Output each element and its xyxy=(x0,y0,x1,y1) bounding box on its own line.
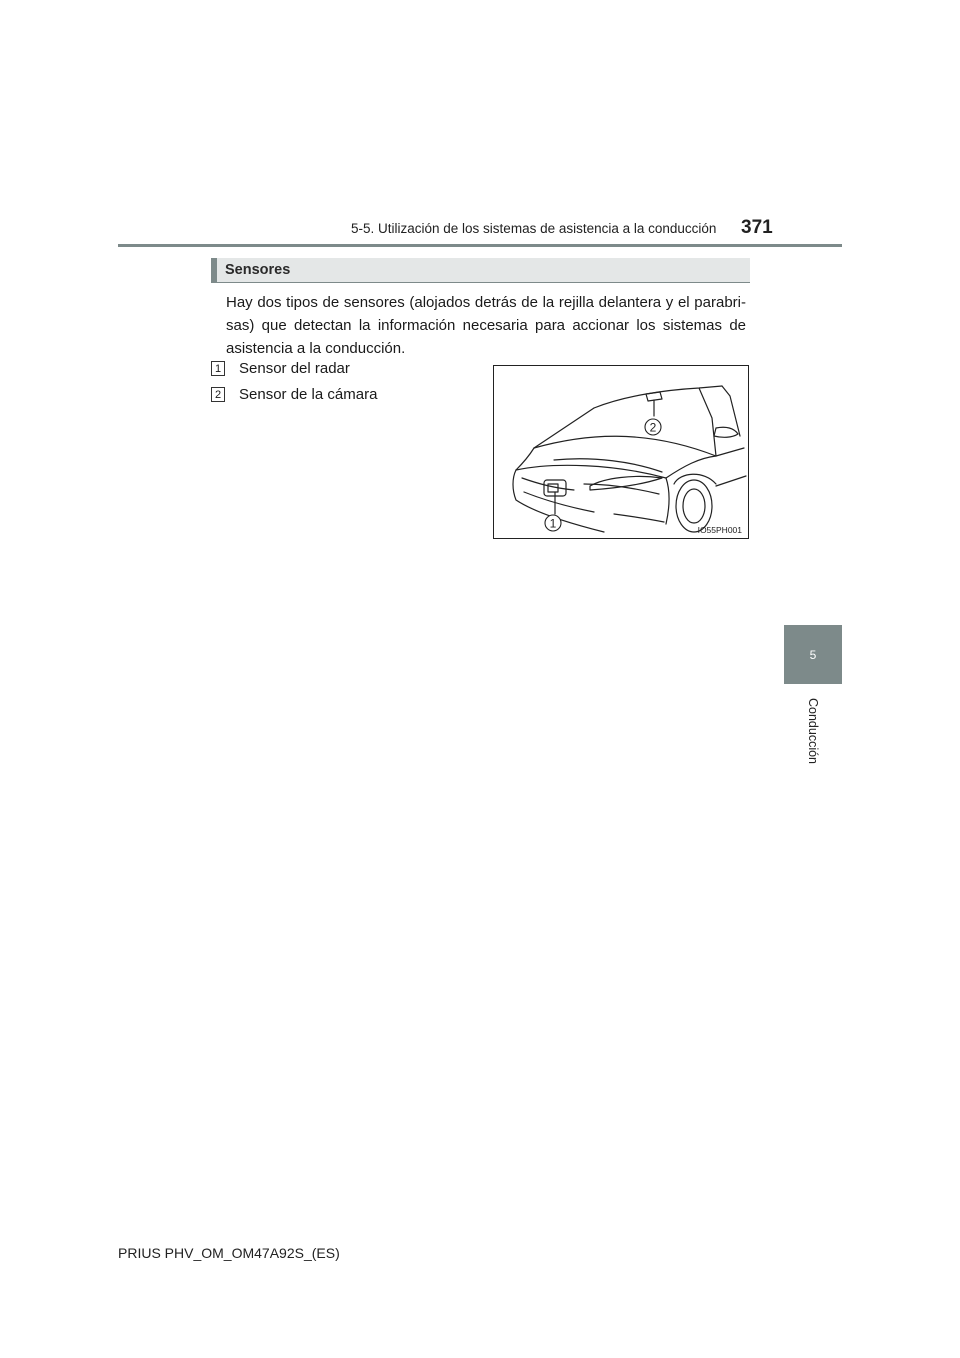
item-number-badge: 2 xyxy=(211,387,225,402)
header-section-title: 5-5. Utilización de los sistemas de asistencia a la conducción xyxy=(351,221,717,236)
section-body: Hay dos tipos de sensores (alojados detrás de la rejilla delantera y el parabri-sas) que detectan la información necesaria para accionar los sistemas de asistencia a la conducción. xyxy=(226,294,746,357)
item-label: Sensor del radar xyxy=(239,360,350,377)
chapter-title: Conducción xyxy=(806,697,820,765)
footer-document-id: PRIUS PHV_OM_OM47A92S_(ES) xyxy=(118,1245,340,1261)
header-rule xyxy=(118,244,842,247)
callout-1-label: 1 xyxy=(549,516,557,531)
item-label: Sensor de la cámara xyxy=(239,386,378,403)
figure-code: IO55PH001 xyxy=(697,525,742,535)
chapter-tab xyxy=(784,625,842,684)
section-marker xyxy=(211,258,217,282)
page-number: 371 xyxy=(741,217,773,238)
car-illustration xyxy=(494,366,748,538)
item-number-badge: 1 xyxy=(211,361,225,376)
callout-2-label: 2 xyxy=(649,420,657,435)
car-sensor-figure xyxy=(493,365,749,539)
list-item xyxy=(211,360,350,377)
section-heading-bar xyxy=(211,258,750,283)
chapter-number: 5 xyxy=(809,647,817,662)
section-title: Sensores xyxy=(225,262,291,278)
list-item xyxy=(211,386,377,403)
